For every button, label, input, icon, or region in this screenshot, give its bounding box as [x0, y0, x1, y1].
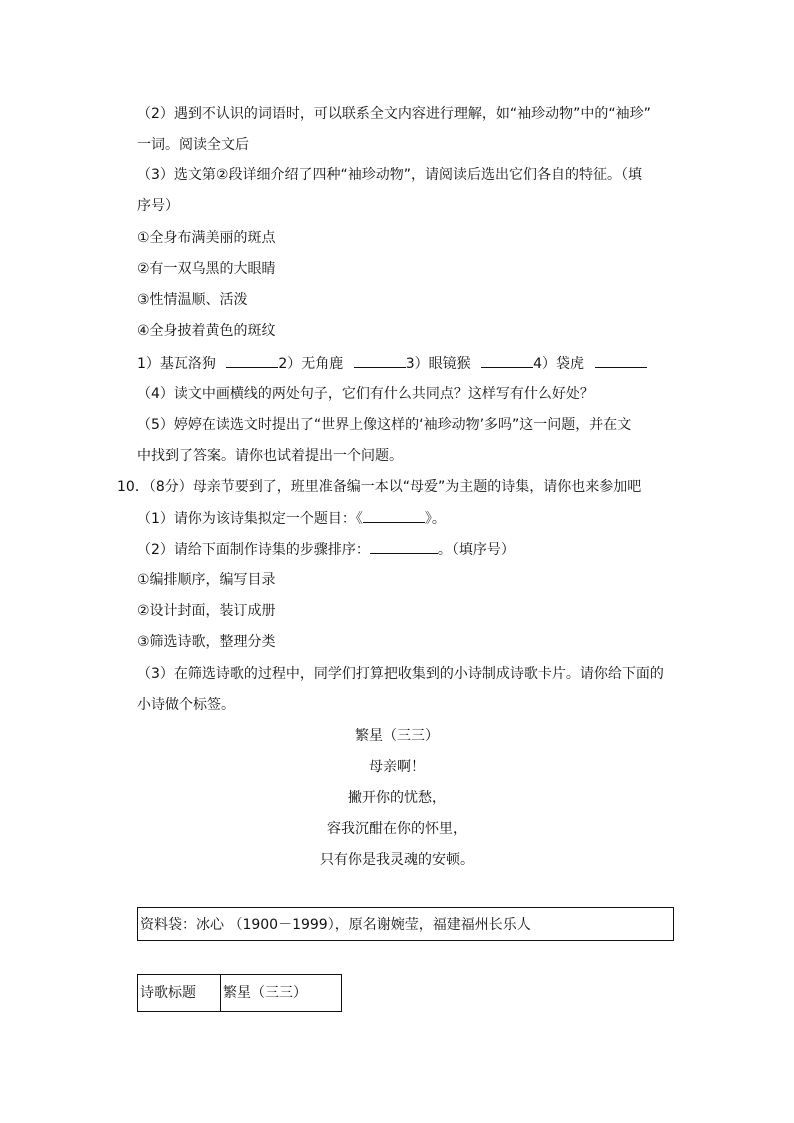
option-3: ③性情温顺、活泼	[137, 292, 248, 308]
q9-sub3-line1: （3）选文第②段详细介绍了四种“袖珍动物”，请阅读后选出它们各自的特征。（填	[137, 167, 642, 183]
value-cell[interactable]: 繁星（三三）	[221, 975, 342, 1012]
info-box: 资料袋：冰心 （1900－1999），原名谢婉莹，福建福州长乐人	[137, 907, 674, 941]
q9-sub4: （4）读文中画横线的两处句子，它们有什么共同点？这样写有什么好处？	[137, 386, 594, 402]
q10-header: 10．（8分）母亲节要到了，班里准备编一本以“母爱”为主题的诗集，请你也来参加吧	[117, 479, 642, 495]
poem-line-4: 只有你是我灵魂的安顿。	[320, 852, 474, 868]
poem-line-1: 母亲啊！	[369, 759, 425, 775]
q9-sub3-line2: 序号）	[137, 198, 179, 214]
q10-sub1-prefix: （1）请你为该诗集拟定一个题目：《	[137, 511, 363, 527]
poem-title: 繁星（三三）	[355, 728, 439, 744]
animal-4-label: 4）袋虎	[533, 356, 585, 372]
q10-sub3-line1: （3）在筛选诗歌的过程中，同学们打算把收集到的小诗制成诗歌卡片。请你给下面的	[137, 666, 664, 682]
poem-label-table	[137, 974, 342, 1012]
q10-sub1	[137, 508, 446, 529]
animal-4-blank[interactable]	[595, 353, 647, 368]
q9-sub2-line2: 一词。阅读全文后	[137, 137, 249, 153]
option-2: ②有一双乌黑的大眼睛	[137, 261, 276, 277]
animal-answers-row	[137, 353, 647, 374]
q9-sub5-line2: 中找到了答案。请你也试着提出一个问题。	[137, 448, 403, 464]
step-1: ①编排顺序，编写目录	[137, 572, 276, 588]
label-cell: 诗歌标题	[138, 975, 221, 1012]
step-3: ③筛选诗歌，整理分类	[137, 634, 276, 650]
animal-1-blank[interactable]	[226, 353, 278, 368]
option-4: ④全身披着黄色的斑纹	[137, 323, 276, 339]
q10-sub3-line2: 小诗做个标签。	[137, 697, 235, 713]
q9-sub2-line1: （2）遇到不认识的词语时，可以联系全文内容进行理解，如“袖珍动物”中的“袖珍”	[137, 106, 651, 122]
q9-sub5-line1: （5）婷婷在读选文时提出了“世界上像这样的‘袖珍动物’多吗”这一问题，并在文	[137, 417, 632, 433]
q10-sub1-suffix: 》。	[424, 511, 446, 527]
animal-3-blank[interactable]	[481, 353, 533, 368]
step-2: ②设计封面，装订成册	[137, 603, 276, 619]
title-blank[interactable]	[363, 508, 425, 523]
animal-1-label: 1）基瓦洛狗	[137, 356, 216, 372]
table-row	[138, 975, 342, 1012]
poem-line-3: 容我沉酣在你的怀里，	[327, 821, 467, 837]
animal-2-blank[interactable]	[354, 353, 406, 368]
q10-sub2-prefix: （2）请给下面制作诗集的步骤排序：	[137, 542, 370, 558]
q10-sub2	[137, 539, 515, 560]
q10-sub2-suffix: 。（填序号）	[437, 542, 515, 558]
option-1: ①全身布满美丽的斑点	[137, 230, 276, 246]
animal-2-label: 2）无角鹿	[278, 356, 344, 372]
animal-3-label: 3）眼镜猴	[405, 356, 471, 372]
order-blank[interactable]	[370, 539, 438, 554]
poem-line-2: 撇开你的忧愁，	[348, 790, 446, 806]
